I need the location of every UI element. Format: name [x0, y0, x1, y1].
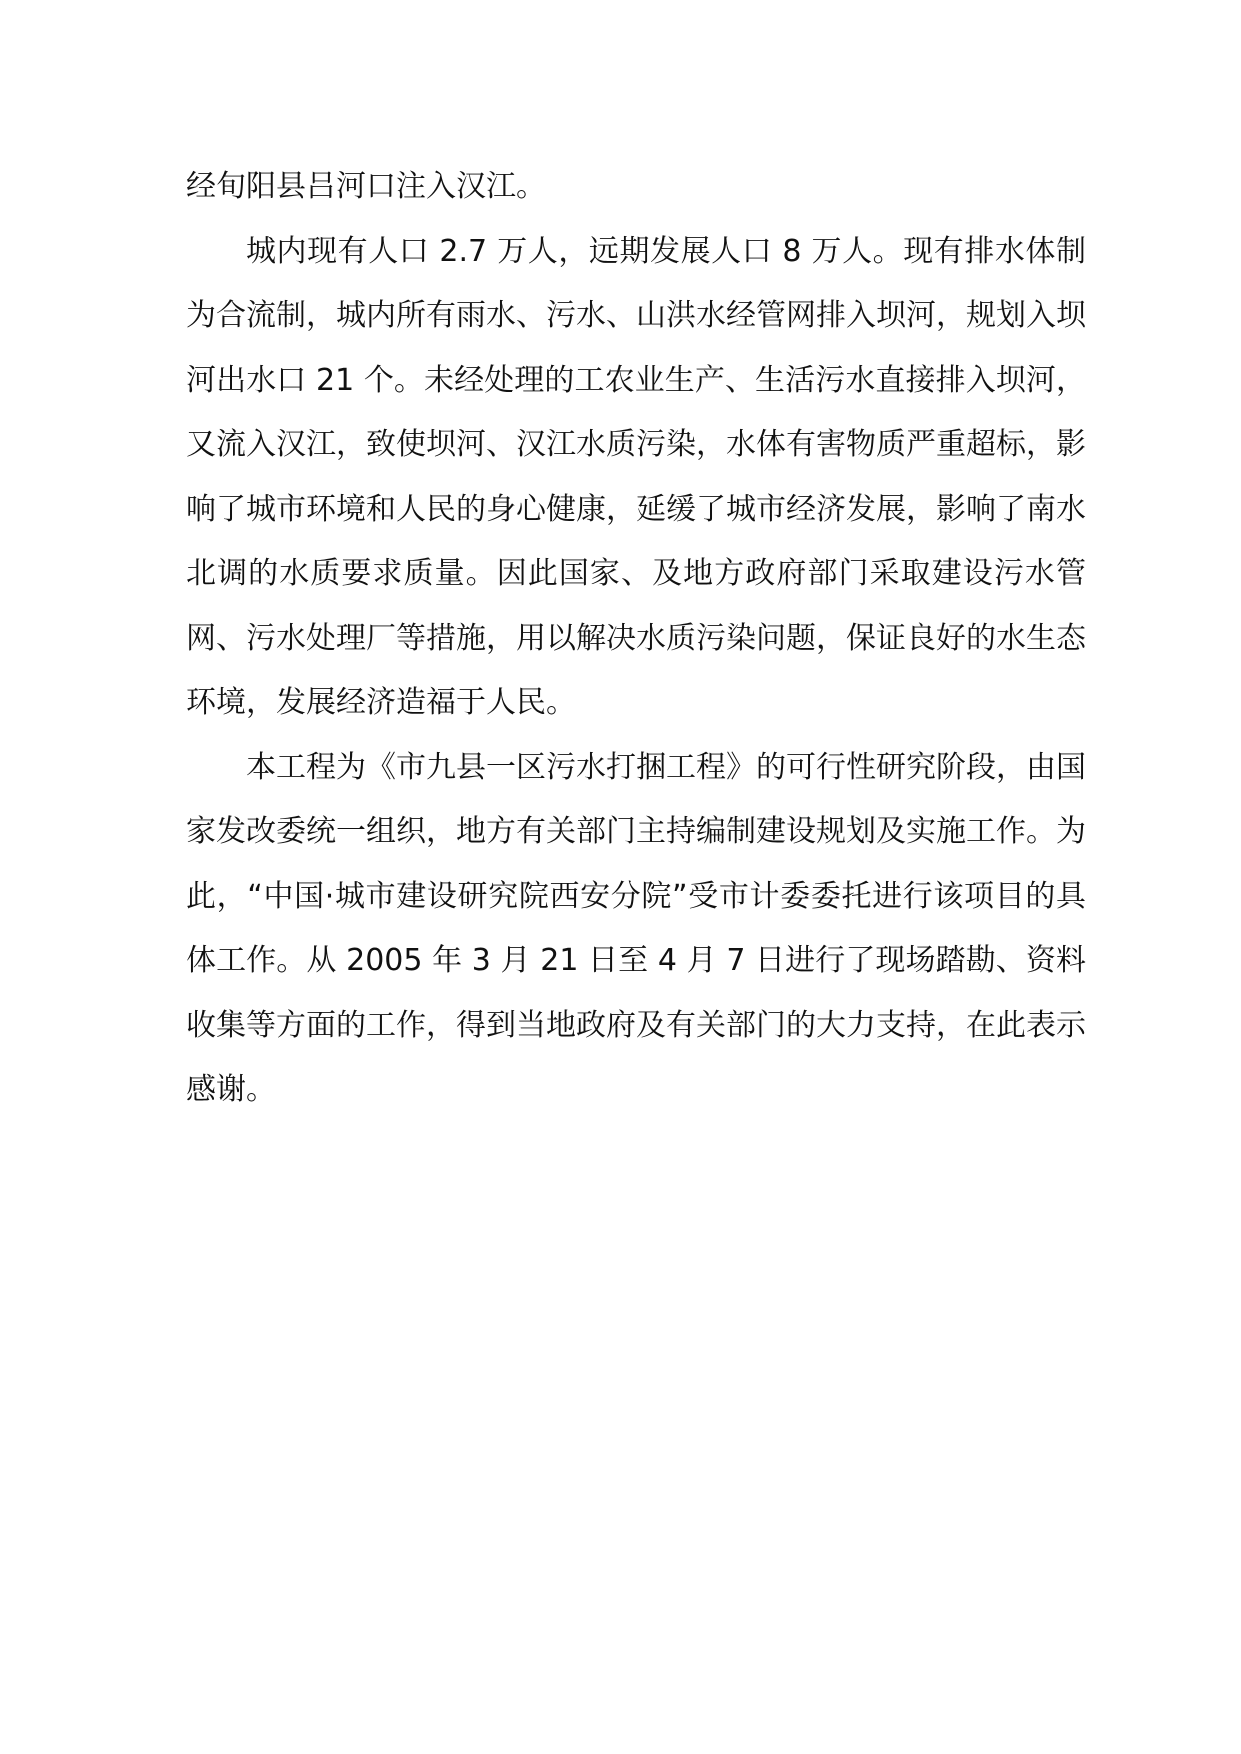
paragraph-continued: 经旬阳县吕河口注入汉江。: [186, 169, 546, 204]
paragraph-population-drainage: 城内现有人口 2.7 万人，远期发展人口 8 万人。现有排水体制为合流制，城内所有雨水、污水、山洪水经管网排入坝河，规划入坝河出水口 21 个。未经处理的工农业生产、生活污水直接排入坝河，又流入汉江，致使坝河、汉江水质污染，水体有害物质严重超标，影响了城市环境和人民的身心健康，延缓了城市经济发展，影响了南水北调的水质要求质量。因此国家、及地方政府部门采取建设污水管网、污水处理厂等措施，用以解决水质污染问题，保证良好的水生态环境，发展经济造福于人民。: [186, 233, 1086, 720]
document-body: [186, 155, 1086, 1123]
paragraph-project-background: 本工程为《市九县一区污水打捆工程》的可行性研究阶段，由国家发改委统一组织，地方有关部门主持编制建设规划及实施工作。为此，“中国·城市建设研究院西安分院”受市计委委托进行该项目的具体工作。从 2005 年 3 月 21 日至 4 月 7 日进行了现场踏勘、资料收集等方面的工作，得到当地政府及有关部门的大力支持，在此表示感谢。: [186, 749, 1086, 1107]
